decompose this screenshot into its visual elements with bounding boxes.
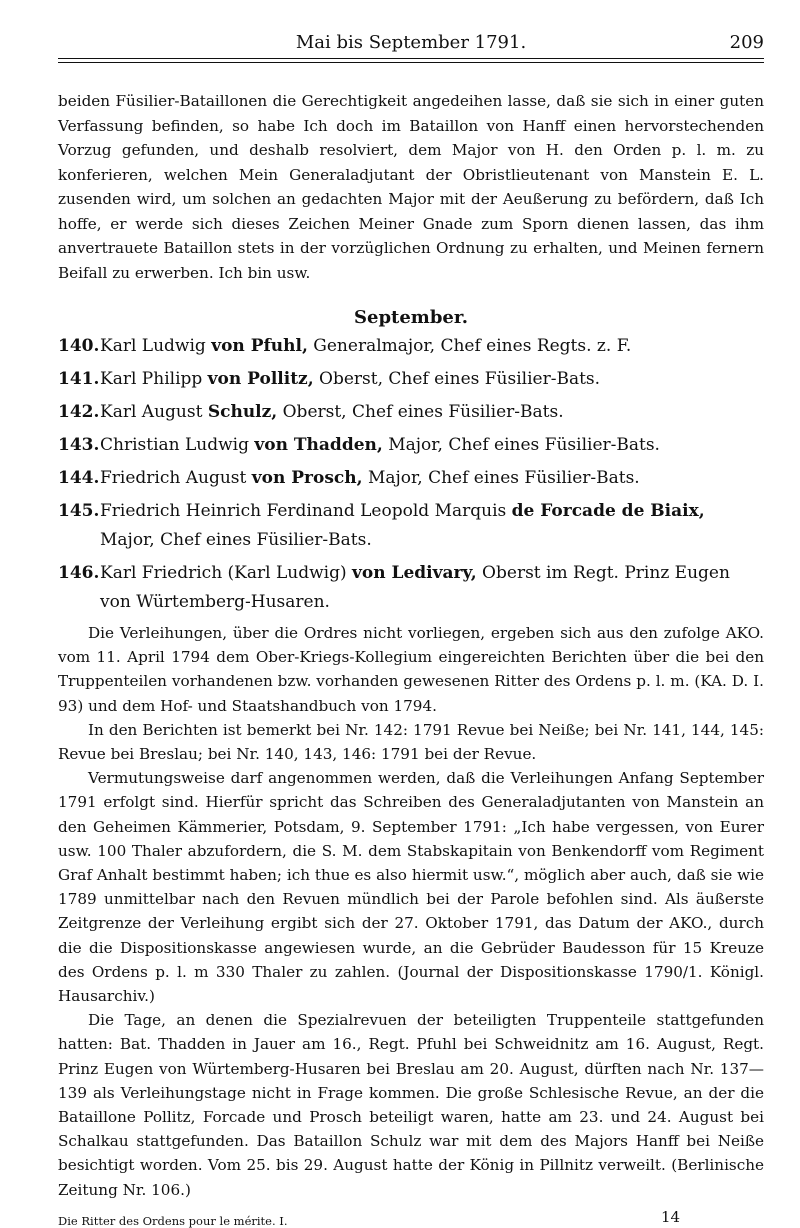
page: [58, 30, 764, 1228]
entry-surname: von Prosch,: [251, 468, 363, 488]
footer-book-title: Die Ritter des Ordens pour le mérite. I.: [58, 1213, 288, 1228]
entry-surname: de Forcade de Biaix,: [511, 501, 705, 521]
entry-number: 142.: [58, 402, 100, 422]
section-title: September.: [354, 307, 468, 328]
entry-list: [58, 332, 764, 617]
signature-mark: 14: [661, 1207, 681, 1226]
entry-rank: Major, Chef eines Füsilier-Bats.: [362, 468, 640, 488]
entry-rank: Oberst, Chef eines Füsilier-Bats.: [277, 402, 564, 422]
note-paragraph: Die Tage, an denen die Spezialrevuen der beteiligten Truppenteile stattgefunden hatten: Bat. Thadden in Jauer am 16., Regt. Pfuhl bei Schweidnitz am 16. August, Regt. Prinz Eugen von Würtemberg-Husaren bei Breslau am 20. August, dürften nach Nr. 137—139 als Verleihungstage nicht in Frage kommen. Die große Schlesische Revue, an der die Bataillone Pollitz, Forcade und Prosch beteiligt waren, hatte am 23. und 24. August bei Schalkau stattgefunden. Das Bataillon Schulz war mit dem des Majors Hanff bei Neiße besichtigt worden. Vom 25. bis 29. August hatte der König in Pillnitz verweilt. (Berlinische Zeitung Nr. 106.): [58, 1011, 764, 1199]
entry-given-names: Karl August: [100, 402, 208, 422]
header-rule: [58, 58, 764, 59]
entry-145: [58, 497, 764, 555]
entry-number: 143.: [58, 435, 100, 455]
entry-rank: Oberst im Regt. Prinz Eugen von Würtemberg-Husaren.: [100, 563, 730, 612]
entry-rank: Generalmajor, Chef eines Regts. z. F.: [307, 336, 632, 356]
note-paragraph: In den Berichten ist bemerkt bei Nr. 142: 1791 Revue bei Neiße; bei Nr. 141, 144, 145: Revue bei Breslau; bei Nr. 140, 143, 146: 1791 bei der Revue.: [58, 720, 764, 764]
entry-given-names: Christian Ludwig: [100, 435, 255, 455]
entry-given-names: Karl Philipp: [100, 369, 208, 389]
entry-142: [58, 398, 764, 427]
page-number: 209: [729, 32, 764, 53]
header-title: Mai bis September 1791.: [295, 32, 527, 53]
entry-rank: Oberst, Chef eines Füsilier-Bats.: [313, 369, 601, 389]
note-paragraph: Die Verleihungen, über die Ordres nicht vorliegen, ergeben sich aus den zufolge AKO. vom 11. April 1794 dem Ober-Kriegs-Kollegium eingereichten Berichten über die bei den Truppenteilen vorhandenen bzw. vorhanden gewesenen Ritter des Ordens p. l. m. (KA. D. I. 93) und dem Hof- und Staatshandbuch von 1794.: [58, 624, 764, 715]
entry-given-names: Karl Friedrich (Karl Ludwig): [100, 563, 353, 583]
note-paragraph: Vermutungsweise darf angenommen werden, daß die Verleihungen Anfang September 1791 erfolgt sind. Hierfür spricht das Schreiben des Generaladjutanten von Manstein an den Geheimen Kämmerier, Potsdam, 9. September 1791: „Ich habe vergessen, von Eurer usw. 100 Thaler abzufordern, die S. M. dem Stabskapitain von Benkendorff vom Regiment Graf Anhalt bestimmt haben; ich thue es also hiermit usw.“, möglich aber auch, daß sie wie 1789 unmittelbar nach den Revuen mündlich bei der Parole befohlen sind. Als äußerste Zeitgrenze der Verleihung ergibt sich der 27. Oktober 1791, das Datum der AKO., durch die die Dispositionskasse angewiesen wurde, an die Gebrüder Baudesson für 15 Kreuze des Ordens p. l. m 330 Thaler zu zahlen. (Journal der Dispositionskasse 1790/1. Königl. Hausarchiv.): [58, 769, 764, 1006]
entry-rank: Major, Chef eines Füsilier-Bats.: [382, 435, 660, 455]
entry-141: [58, 365, 764, 394]
header-rule-second: [58, 62, 764, 63]
entry-given-names: Karl Ludwig: [100, 336, 212, 356]
running-header: [58, 30, 764, 56]
entry-144: [58, 464, 764, 493]
notes: [58, 621, 764, 1202]
entry-number: 145.: [58, 501, 100, 521]
page-footer: [58, 1208, 764, 1228]
entry-rank: Major, Chef eines Füsilier-Bats.: [100, 530, 372, 550]
entry-surname: Schulz,: [207, 402, 278, 422]
entry-140: [58, 332, 764, 361]
entry-surname: von Ledivary,: [352, 563, 477, 583]
entry-surname: von Thadden,: [254, 435, 383, 455]
entry-given-names: Friedrich August: [100, 468, 252, 488]
entry-number: 146.: [58, 563, 100, 583]
entry-146: [58, 559, 764, 617]
entry-number: 144.: [58, 468, 100, 488]
entry-number: 141.: [58, 369, 100, 389]
entry-surname: von Pollitz,: [207, 369, 314, 389]
entry-given-names: Friedrich Heinrich Ferdinand Leopold Marquis: [100, 501, 512, 521]
intro-paragraph: beiden Füsilier-Bataillonen die Gerechtigkeit angedeihen lasse, daß sie sich in einer guten Verfassung befinden, so habe Ich doch im Bataillon von Hanff einen hervorstechenden Vorzug gefunden, und deshalb resolviert, dem Major von H. den Orden p. l. m. zu konferieren, welchen Mein Generaladjutant der Obristlieutenant von Manstein E. L. zusenden wird, um solchen an gedachten Major mit der Aeußerung zu befördern, daß Ich hoffe, er werde sich dieses Zeichen Meiner Gnade zum Sporn dienen lassen, das ihm anvertrauete Bataillon stets in der vorzüglichen Ordnung zu erhalten, und Meinen fernern Beifall zu erwerben. Ich bin usw.: [58, 92, 764, 282]
entry-143: [58, 431, 764, 460]
entry-surname: von Pfuhl,: [211, 336, 308, 356]
entry-number: 140.: [58, 336, 100, 356]
